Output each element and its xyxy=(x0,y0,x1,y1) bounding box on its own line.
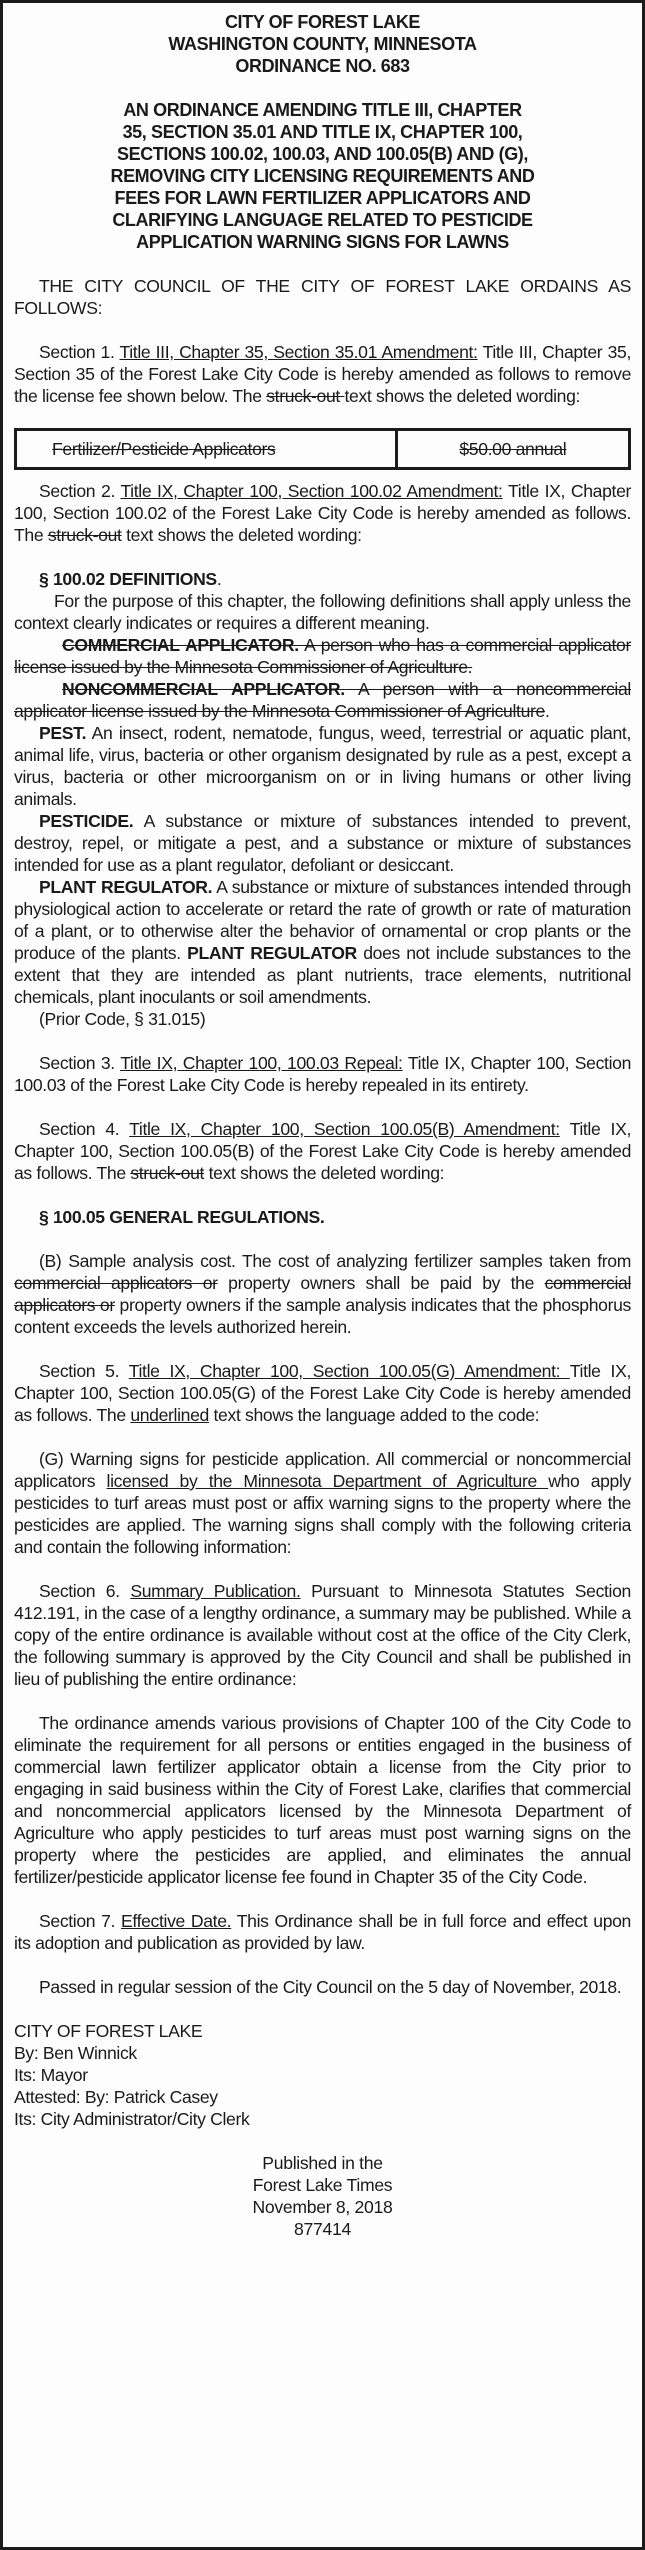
regulation-text: property owners if the sample analysis indicates that the phosphorus content exceeds the levels authorized herein. xyxy=(14,1295,631,1337)
ordains-paragraph: THE CITY COUNCIL OF THE CITY OF FOREST LAKE ORDAINS AS FOLLOWS: xyxy=(14,276,631,318)
section-title: Title IX, Chapter 100, Section 100.05(B) Amendment: xyxy=(129,1119,560,1139)
ordinance-title-line: 35, SECTION 35.01 AND TITLE IX, CHAPTER 100, xyxy=(122,122,523,142)
section-4 xyxy=(14,1118,631,1184)
definition-term: PEST. xyxy=(39,723,87,743)
section-text: Title IX, Chapter 100, Section 100.05(G) of the Forest Lake City Code is hereby amended as follows. The xyxy=(14,1361,631,1425)
signature-city: CITY OF FOREST LAKE xyxy=(14,2021,203,2041)
ordinance-title-line: CLARIFYING LANGUAGE RELATED TO PESTICIDE xyxy=(112,210,533,230)
section-title: Effective Date. xyxy=(120,1911,232,1931)
signature-mayor-name: By: Ben Winnick xyxy=(14,2043,137,2063)
fee-amount: $50.00 annual xyxy=(396,430,629,469)
definition-term: PLANT REGULATOR. xyxy=(39,877,213,897)
section-text: Title III, Chapter 35, Section 35 of the Forest Lake City Code is hereby amended as follows to remove the license fee shown below. The xyxy=(14,342,631,406)
signature-attested: Attested: By: Patrick Casey xyxy=(14,2087,218,2107)
section-text: text shows the language added to the code: xyxy=(208,1405,540,1425)
heading-period: . xyxy=(216,569,222,589)
ordinance-number: ORDINANCE NO. 683 xyxy=(235,56,410,76)
publication-newspaper: Forest Lake Times xyxy=(252,2175,393,2195)
ordinance-title-line: SECTIONS 100.02, 100.03, AND 100.05(B) AND (G), xyxy=(116,144,529,164)
section-5 xyxy=(14,1360,631,1426)
section-text: Title IX, Chapter 100, Section 100.02 of the Forest Lake City Code is hereby amended as follows. The xyxy=(14,481,632,545)
definitions-heading xyxy=(14,568,631,590)
section-title: Title IX, Chapter 100, 100.03 Repeal: xyxy=(120,1053,403,1073)
definition-text: A substance or mixture of substances intended through physiological action to accelerate or retard the rate of growth or rate of maturation of a plant, or to otherwise alter the behavior of ornamental or crop plants or the produce of the plants. xyxy=(14,877,631,963)
section-1 xyxy=(14,341,631,407)
section-6 xyxy=(14,1580,631,1690)
section-title: Summary Publication. xyxy=(130,1581,301,1601)
section-lead: Section 3. xyxy=(39,1053,121,1073)
section-lead: Section 7. xyxy=(39,1911,121,1931)
section-7 xyxy=(14,1910,631,1954)
definition-text: does not include substances to the extent that they are intended as plant nutrients, trace elements, nutritional chemicals, plant inoculants or soil amendments. xyxy=(14,943,631,1007)
section-text: Title IX, Chapter 100, Section 100.05(B) of the Forest Lake City Code is hereby amended as follows. The xyxy=(14,1119,632,1183)
regulation-text: who apply pesticides to turf areas must post or affix warning signs to the property where the pesticides are applied. The warning signs shall comply with the following criteria and contain the following information: xyxy=(14,1471,631,1557)
definition-term: NONCOMMERCIAL APPLICATOR. xyxy=(62,679,345,699)
ordinance-title-line: FEES FOR LAWN FERTILIZER APPLICATORS AND xyxy=(114,188,531,208)
section-title: Title IX, Chapter 100, Section 100.02 Amendment: xyxy=(120,481,503,501)
section-title: Title IX, Chapter 100, Section 100.05(G) Amendment: xyxy=(128,1361,570,1381)
publication-line: Published in the xyxy=(262,2153,383,2173)
regulation-g xyxy=(14,1448,631,1558)
publication-id: 877414 xyxy=(294,2219,351,2239)
added-text: licensed by the Minnesota Department of Agriculture xyxy=(106,1471,549,1491)
definition-text: A person with a noncommercial applicator license issued by the Minnesota Commissioner of Agriculture xyxy=(14,679,631,721)
section-title: Title III, Chapter 35, Section 35.01 Amendment: xyxy=(119,342,478,362)
section-text: text shows the deleted wording: xyxy=(344,386,581,406)
section-lead: Section 2. xyxy=(39,481,121,501)
definition-term: PESTICIDE. xyxy=(39,811,134,831)
passed-statement: Passed in regular session of the City Council on the 5 day of November, 2018. xyxy=(39,1977,622,1997)
definition-term: COMMERCIAL APPLICATOR. xyxy=(62,635,299,655)
regulation-text: (B) Sample analysis cost. The cost of analyzing fertilizer samples taken from xyxy=(39,1251,631,1271)
ordinance-summary: The ordinance amends various provisions of Chapter 100 of the City Code to eliminate the requirement for all persons or entities engaged in the business of commercial lawn fertilizer applicator obtain a license from the City prior to engaging in said business within the City of Forest Lake, clarifies that commercial and noncommercial applicators licensed by the Minnesota Department of Agriculture who apply pesticides to turf areas must post warning signs on the property where the pesticides are applied, and eliminates the annual fertilizer/pesticide applicator license fee found in Chapter 35 of the City Code. xyxy=(14,1713,631,1887)
fee-table xyxy=(14,428,631,470)
regulation-b xyxy=(14,1250,631,1338)
definitions-intro: For the purpose of this chapter, the following definitions shall apply unless the context clearly indicates or requires a different meaning. xyxy=(14,591,631,633)
city-name: CITY OF FOREST LAKE xyxy=(224,12,421,32)
publication-info xyxy=(14,2152,631,2240)
definition-text: A substance or mixture of substances intended to prevent, destroy, repel, or mitigate a pest, and a substance or mixture of substances intended for use as a plant regulator, defoliant or desiccant. xyxy=(14,811,631,875)
notice-header xyxy=(14,11,631,253)
signature-clerk-title: Its: City Administrator/City Clerk xyxy=(14,2109,250,2129)
definition-commercial-applicator xyxy=(14,634,631,678)
signature-mayor-title: Its: Mayor xyxy=(14,2065,88,2085)
struck-text: struck-out xyxy=(266,386,345,406)
signature-block xyxy=(14,2020,631,2130)
regulation-text: (G) Warning signs for pesticide application. All commercial or noncommercial applicators xyxy=(14,1449,631,1491)
publication-date: November 8, 2018 xyxy=(252,2197,393,2217)
ordinance-title-line: REMOVING CITY LICENSING REQUIREMENTS AND xyxy=(110,166,535,186)
definition-noncommercial-applicator xyxy=(14,678,631,722)
section-text: Pursuant to Minnesota Statutes Section 412.191, in the case of a lengthy ordinance, a summary may be published. While a copy of the entire ordinance is available without cost at the office of the City Clerk, the following summary is approved by the City Council and shall be published in lieu of publishing the entire ordinance: xyxy=(14,1581,631,1689)
definition-term: PLANT REGULATOR xyxy=(187,943,357,963)
definition-plant-regulator xyxy=(14,876,631,1008)
section-lead: Section 1. xyxy=(39,342,120,362)
county-name: WASHINGTON COUNTY, MINNESOTA xyxy=(168,34,477,54)
struck-text: commercial applicators or xyxy=(14,1273,218,1293)
section-lead: Section 4. xyxy=(39,1119,130,1139)
definition-text: An insect, rodent, nematode, fungus, weed, terrestrial or aquatic plant, animal life, virus, bacteria or other organism designated by rule as a pest, except a virus, bacteria or other microorganism on or in living humans or other living animals. xyxy=(14,723,631,809)
section-text: text shows the deleted wording: xyxy=(121,525,362,545)
heading-text: § 100.05 GENERAL REGULATIONS. xyxy=(39,1207,325,1227)
section-text: This Ordinance shall be in full force and effect upon its adoption and publication as provided by law. xyxy=(14,1911,631,1953)
definition-text: A person who has a commercial applicator license issued by the Minnesota Commissioner of Agriculture. xyxy=(14,635,631,677)
section-text: text shows the deleted wording: xyxy=(204,1163,445,1183)
section-lead: Section 6. xyxy=(39,1581,131,1601)
underlined-text: underlined xyxy=(130,1405,209,1425)
regulations-heading xyxy=(14,1206,631,1228)
ordinance-title-line: AN ORDINANCE AMENDING TITLE III, CHAPTER xyxy=(123,100,522,120)
prior-code: (Prior Code, § 31.015) xyxy=(39,1009,206,1029)
regulation-text: property owners shall be paid by the xyxy=(217,1273,545,1293)
struck-text: struck-out xyxy=(130,1163,205,1183)
struck-text: commercial applicators or xyxy=(14,1273,631,1315)
definition-period: . xyxy=(544,701,550,721)
fee-item: Fertilizer/Pesticide Applicators xyxy=(16,430,397,469)
section-3 xyxy=(14,1052,631,1096)
section-text: Title IX, Chapter 100, Section 100.03 of the Forest Lake City Code is hereby repealed in its entirety. xyxy=(14,1053,632,1095)
section-lead: Section 5. xyxy=(39,1361,129,1381)
section-2 xyxy=(14,480,631,546)
struck-text: struck-out xyxy=(47,525,122,545)
definition-pest xyxy=(14,722,631,810)
definition-pesticide xyxy=(14,810,631,876)
ordinance-title-line: APPLICATION WARNING SIGNS FOR LAWNS xyxy=(136,232,509,252)
heading-text: § 100.02 DEFINITIONS xyxy=(39,569,217,589)
